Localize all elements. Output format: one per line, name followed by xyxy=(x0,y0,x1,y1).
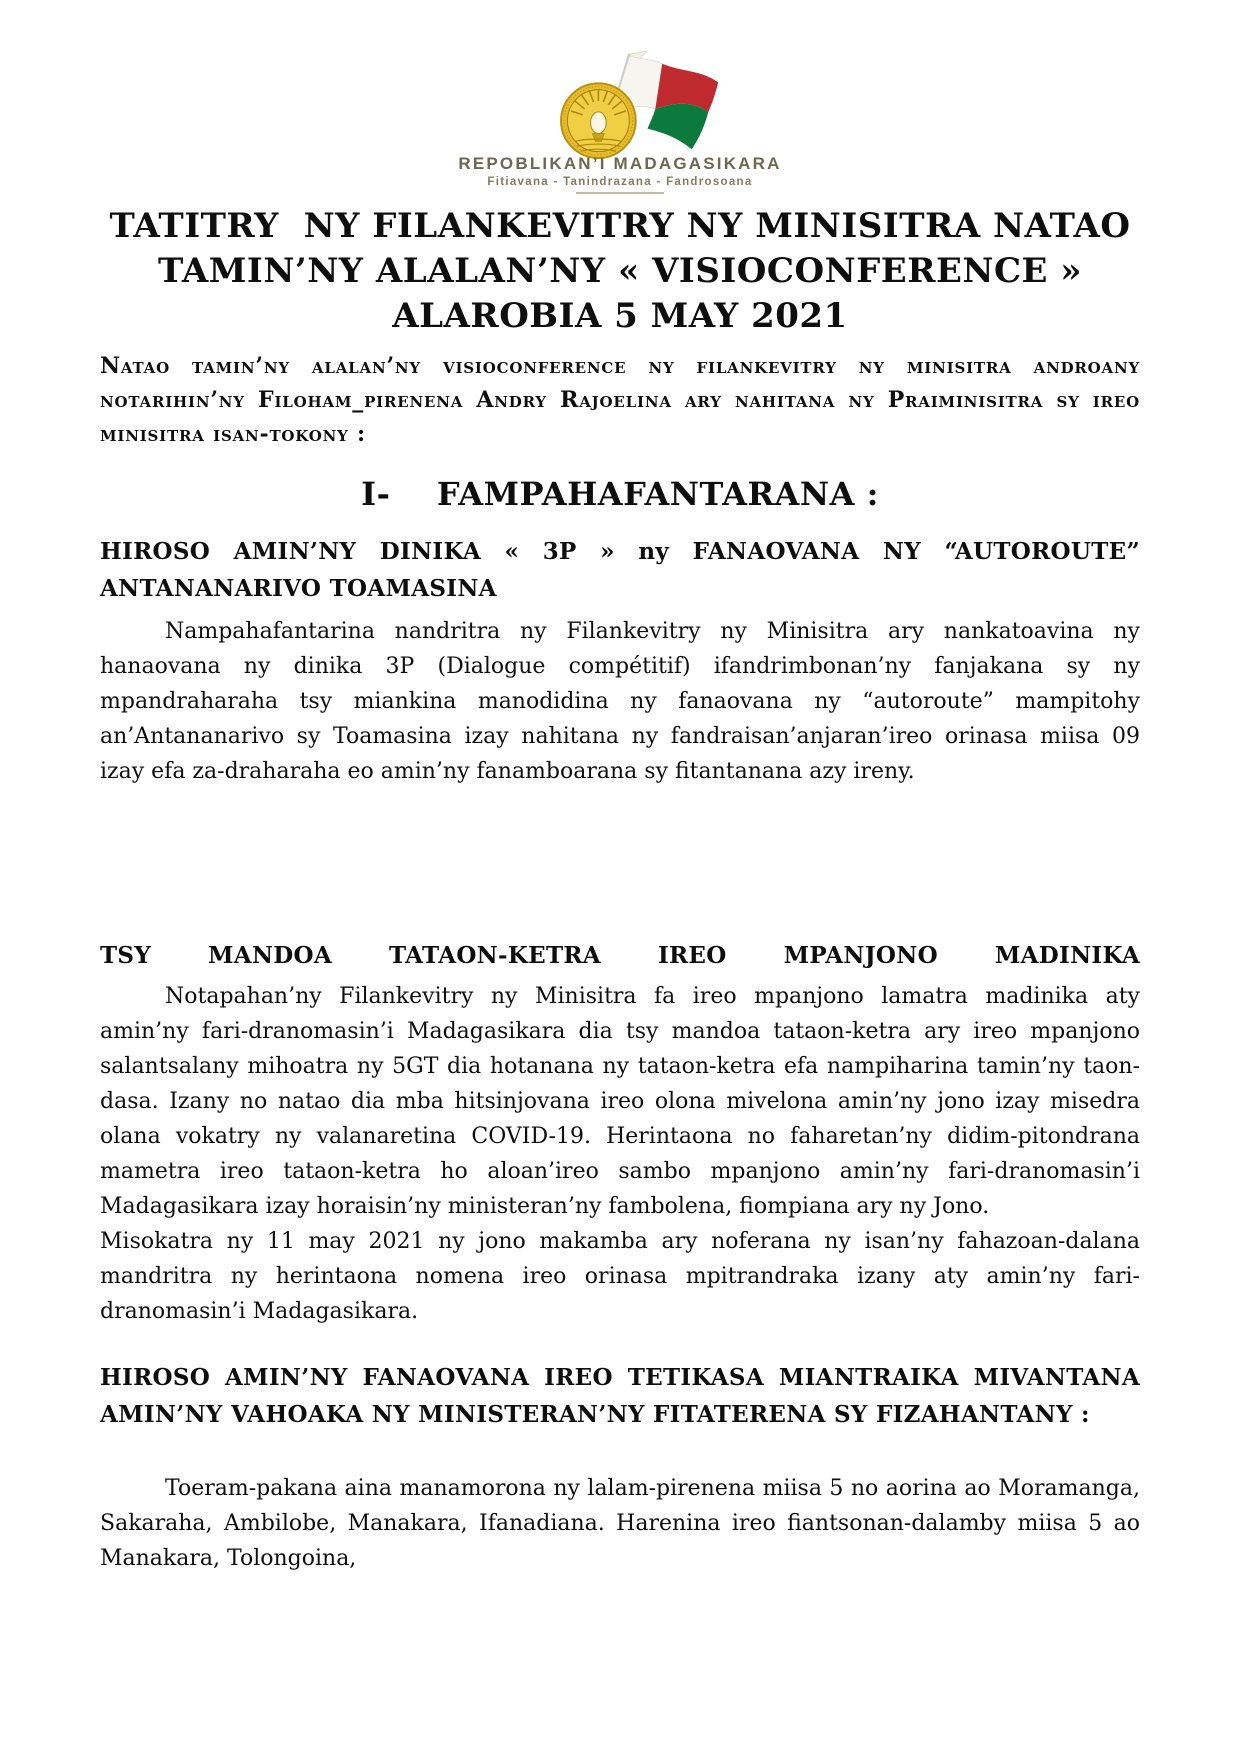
section-fishing-tax xyxy=(100,937,1140,1329)
paragraph: Nampahafantarina nandritra ny Filankevitry ny Minisitra ary nankatoavina ny hanaovana ny dinika 3P (Dialogue compétitif) ifandrimbonan’ny fanjakana sy ny mpandraharaha tsy miankina manodidina ny fanaovana ny “autoroute” mampitohy an’Antananarivo sy Toamasina izay nahitana ny fandraisan’anjaran’ireo orinasa miisa 09 izay efa za-draharaha eo amin’ny fanamboarana sy fitantanana azy ireny. xyxy=(100,619,1140,784)
paragraph: Misokatra ny 11 may 2021 ny jono makamba ary noferana ny isan’ny fahazoan-dalana mandritra ny herintaona nomena ireo orinasa mpitrandraka izany aty amin’ny fari-dranomasin’i Madagasikara. xyxy=(100,1229,1140,1324)
seal-center-figure xyxy=(591,112,607,134)
gold-seal-icon xyxy=(561,83,636,158)
title-line-1: TATITRY NY FILANKEVITRY NY MINISITRA NATAO xyxy=(109,206,1131,246)
emblem-name: REPOBLIKAN’I MADAGASIKARA xyxy=(458,154,782,173)
madagascar-flag-and-seal-icon xyxy=(470,50,770,160)
section-transport-projects xyxy=(100,1359,1140,1576)
document-title xyxy=(100,204,1140,339)
title-line-3: ALAROBIA 5 MAY 2021 xyxy=(392,296,848,336)
letterhead xyxy=(100,50,1140,194)
section-heading: TSY MANDOA TATAON-KETRA IREO MPANJONO MADINIKA xyxy=(100,942,1140,969)
paragraph: Notapahan’ny Filankevitry ny Minisitra fa ireo mpanjono lamatra madinika aty amin’ny fari-dranomasin’i Madagasikara dia tsy mandoa tataon-ketra ary ireo mpanjono salantsalany mihoatra ny 5GT dia hotanana ny tataon-ketra efa nampiharina tamin’ny taon-dasa. Izany no natao dia mba hitsinjovana ireo olona mivelona amin’ny jono izay misedra olana vokatry ny valanaretina COVID-19. Herintaona no faharetan’ny didim-pitondrana mametra ireo tataon-ketra ho aloan’ireo sambo mpanjono amin’ny fari-dranomasin’i Madagasikara izay horaisin’ny ministeran’ny fambolena, fiompiana ary ny Jono. xyxy=(100,984,1140,1219)
paragraph: Toeram-pakana aina manamorona ny lalam-pirenena miisa 5 no aorina ao Moramanga, Sakaraha, Ambilobe, Manakara, Ifanadiana. Harenina ireo fiantsonan-dalamby miisa 5 ao Manakara, Tolongoina, xyxy=(100,1476,1140,1571)
emblem-motto: Fitiavana - Tanindrazana - Fandrosoana xyxy=(487,176,753,188)
flag-green-band xyxy=(648,104,709,149)
section-autoroute xyxy=(100,533,1140,789)
lede-paragraph: Natao tamin’ny alalan’ny visioconference ny filankevitry ny minisitra androany notarihin’ny Filoham_pirenena Andry Rajoelina ary nahitana ny Praiminisitra sy ireo minisitra isan-tokony : xyxy=(100,353,1140,447)
title-line-2: TAMIN’NY ALALAN’NY « VISIOCONFERENCE » xyxy=(157,251,1083,291)
roman-numeral-heading: I- FAMPAHAFANTARANA : xyxy=(361,475,879,513)
emblem-rule xyxy=(576,192,664,194)
section-heading: HIROSO AMIN’NY FANAOVANA IREO TETIKASA MIANTRAIKA MIVANTANA AMIN’NY VAHOAKA NY MINISTERAN’NY FITATERENA SY FIZAHANTANY : xyxy=(100,1364,1140,1428)
section-heading: HIROSO AMIN’NY DINIKA « 3P » ny FANAOVANA NY “AUTOROUTE” ANTANANARIVO TOAMASINA xyxy=(100,538,1140,602)
